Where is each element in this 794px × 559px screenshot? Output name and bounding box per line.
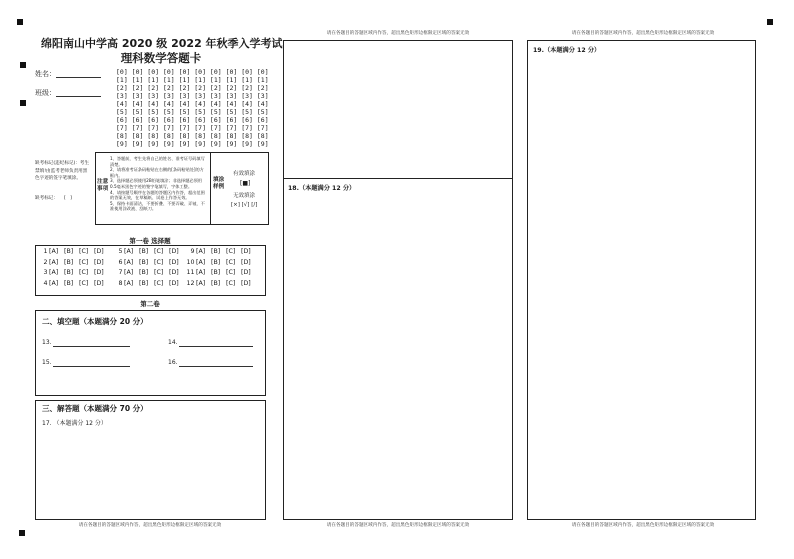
notice-item-4: 4、请按题号顺序在各题的答题区内作答，超出范围的答案无效，在草稿纸、试卷上作答无效。: [110, 189, 205, 201]
part2-title: 第二卷: [140, 300, 160, 308]
class-blank[interactable]: [56, 96, 101, 97]
option-bubble-d[interactable]: [D]: [94, 269, 104, 276]
fill-item-13: 13.: [42, 339, 52, 346]
valid-fill-label: 有效填涂: [233, 171, 256, 177]
choice-question-7: [116, 269, 184, 276]
option-bubble-c[interactable]: [C]: [226, 279, 236, 287]
fill-item-16: 16.: [168, 359, 178, 366]
fill-blank-14[interactable]: [179, 346, 253, 347]
option-bubble-d[interactable]: [D]: [169, 258, 179, 266]
option-bubble-b[interactable]: [B]: [64, 279, 74, 287]
option-bubble-a[interactable]: [A]: [124, 258, 134, 266]
option-bubble-b[interactable]: [B]: [64, 248, 74, 255]
option-bubble-d[interactable]: [D]: [241, 248, 251, 255]
exam-number-digit-row[interactable]: [7] [7] [7] [7] [7] [7] [7] [7] [7] [7]: [116, 124, 269, 132]
choice-question-1: [40, 248, 109, 255]
footer-notice-right: 请在各题目的答题区域内作答，超出黑色矩形边框限定区域的答案无效: [571, 523, 715, 528]
sheet-subtitle: 理科数学答题卡: [120, 51, 202, 65]
option-bubble-c[interactable]: [C]: [154, 258, 164, 266]
fill-blank-16[interactable]: [179, 366, 253, 367]
choice-question-8: [116, 280, 184, 287]
footer-notice-left: 请在各题目的答题区域内作答，超出黑色矩形边框限定区域的答案无效: [78, 523, 222, 528]
option-bubble-d[interactable]: [D]: [169, 248, 179, 255]
option-bubble-c[interactable]: [C]: [226, 258, 236, 266]
question-number: 6: [118, 258, 123, 266]
option-bubble-d[interactable]: [D]: [94, 279, 104, 287]
option-bubble-b[interactable]: [B]: [64, 269, 74, 276]
exam-number-digit-row[interactable]: [5] [5] [5] [5] [5] [5] [5] [5] [5] [5]: [116, 108, 269, 116]
corner-marker-top-right: [767, 19, 773, 25]
absence-mark-label: 缺考标记：: [35, 196, 58, 201]
exam-number-digit-row[interactable]: [0] [0] [0] [0] [0] [0] [0] [0] [0] [0]: [116, 68, 269, 76]
choice-question-6: [116, 259, 184, 266]
header-notice-middle: 请在各题目的答题区域内作答，超出黑色矩形边框限定区域的答案无效: [326, 31, 470, 36]
option-bubble-a[interactable]: [A]: [196, 248, 206, 255]
option-bubble-d[interactable]: [D]: [241, 279, 251, 287]
fill-blank-13[interactable]: [53, 346, 130, 347]
exam-number-digit-row[interactable]: [6] [6] [6] [6] [6] [6] [6] [6] [6] [6]: [116, 116, 269, 124]
name-label: 姓名：: [35, 70, 56, 78]
notice-item-5: 5、保持卡面清洁，不要折叠、不要弄破、弄皱，不准使用涂改液、刮纸刀。: [110, 200, 205, 212]
invalid-fill-label: 无效填涂: [233, 193, 256, 199]
option-bubble-c[interactable]: [C]: [154, 279, 164, 287]
choice-question-2: [40, 259, 109, 266]
choice-question-12: [183, 280, 256, 287]
option-bubble-a[interactable]: [A]: [196, 258, 206, 266]
option-bubble-c[interactable]: [C]: [226, 269, 236, 276]
option-bubble-b[interactable]: [B]: [211, 248, 221, 255]
option-bubble-d[interactable]: [D]: [241, 269, 251, 276]
name-blank[interactable]: [56, 77, 101, 78]
side-marker-2: [20, 100, 26, 106]
middle-divider: [283, 178, 513, 179]
notice-item-3: 3、选择题必须使用2B铅笔填涂；非选择题必须用0.5毫米黑色字迹的签字笔填写，字体工整。: [110, 178, 202, 189]
exam-number-digit-row[interactable]: [1] [1] [1] [1] [1] [1] [1] [1] [1] [1]: [116, 76, 269, 84]
choice-question-11: [183, 269, 256, 276]
sheet-title: 绵阳南山中学高 2020 级 2022 年秋季入学考试: [41, 37, 283, 50]
question-17-label: 17. （本题满分 12 分）: [42, 420, 107, 427]
valid-fill-mark: [■]: [240, 180, 251, 187]
option-bubble-b[interactable]: [B]: [139, 279, 149, 287]
option-bubble-b[interactable]: [B]: [211, 269, 221, 276]
option-bubble-b[interactable]: [B]: [211, 279, 221, 287]
notice-item-1: 1、答题前，考生先将自己的姓名、准考证号码填写清楚。: [110, 156, 205, 167]
question-number: 12: [186, 279, 195, 287]
question-number: 8: [118, 279, 123, 287]
option-bubble-c[interactable]: [C]: [226, 248, 236, 255]
question-number: 5: [118, 248, 123, 255]
option-bubble-b[interactable]: [B]: [139, 269, 149, 276]
fill-item-14: 14.: [168, 339, 178, 346]
solve-header: 三、解答题（本题满分 70 分）: [42, 404, 148, 413]
option-bubble-a[interactable]: [A]: [49, 279, 59, 287]
invalid-fill-marks: [×] [√] [/]: [231, 202, 258, 208]
option-bubble-c[interactable]: [C]: [79, 248, 89, 255]
option-bubble-c[interactable]: [C]: [79, 269, 89, 276]
exam-number-digit-row[interactable]: [4] [4] [4] [4] [4] [4] [4] [4] [4] [4]: [116, 100, 269, 108]
notice-item-2: 2、请将准考证条码粘贴在右侧的[条码粘贴处]的方框内。: [110, 167, 204, 178]
question-18-label: 18.（本题满分 12 分）: [288, 185, 356, 192]
header-notice-right: 请在各题目的答题区域内作答，超出黑色矩形边框限定区域的答案无效: [571, 31, 715, 36]
notice-divider: [210, 152, 211, 225]
option-bubble-a[interactable]: [A]: [124, 248, 134, 255]
option-bubble-c[interactable]: [C]: [154, 269, 164, 276]
option-bubble-a[interactable]: [A]: [124, 279, 134, 287]
question-number: 9: [190, 248, 195, 255]
exam-number-digit-row[interactable]: [2] [2] [2] [2] [2] [2] [2] [2] [2] [2]: [116, 84, 269, 92]
question-number: 3: [43, 269, 48, 276]
exam-number-digit-row[interactable]: [8] [8] [8] [8] [8] [8] [8] [8] [8] [8]: [116, 132, 269, 140]
absence-mark-row: [35, 195, 72, 203]
fill-blank-15[interactable]: [53, 366, 130, 367]
corner-marker-top-left: [17, 19, 23, 25]
choice-question-5: [116, 248, 184, 255]
option-bubble-d[interactable]: [D]: [94, 248, 104, 255]
option-bubble-a[interactable]: [A]: [49, 269, 59, 276]
middle-answer-box: [283, 40, 513, 520]
option-bubble-a[interactable]: [A]: [124, 269, 134, 276]
option-bubble-a[interactable]: [A]: [196, 279, 206, 287]
option-bubble-c[interactable]: [C]: [154, 248, 164, 255]
option-bubble-b[interactable]: [B]: [211, 258, 221, 266]
question-number: 7: [118, 269, 123, 276]
fill-item-15: 15.: [42, 359, 52, 366]
choice-question-3: [40, 269, 109, 276]
question-number: 4: [43, 279, 48, 287]
exam-number-grid: [116, 68, 270, 148]
sample-label: 填涂样例: [213, 177, 225, 190]
exam-number-digit-row[interactable]: [3] [3] [3] [3] [3] [3] [3] [3] [3] [3]: [116, 92, 269, 100]
option-bubble-a[interactable]: [A]: [49, 248, 59, 255]
choice-question-9: [183, 248, 256, 255]
question-number: 11: [186, 269, 195, 276]
option-bubble-a[interactable]: [A]: [196, 269, 206, 276]
question-number: 10: [186, 258, 195, 266]
question-19-label: 19.（本题满分 12 分）: [533, 47, 601, 54]
option-bubble-d[interactable]: [D]: [94, 258, 104, 266]
side-marker-1: [20, 62, 26, 68]
option-bubble-b[interactable]: [B]: [64, 258, 74, 266]
notice-list: [110, 156, 208, 212]
part1-title: 第一卷 选择题: [129, 237, 171, 245]
absence-instructions: 缺考标记(违纪标记)：考生禁填!由监考老师负责用黑色字迹的签字笔填涂。: [35, 161, 90, 182]
choice-question-4: [40, 280, 109, 287]
class-label: 班级：: [35, 89, 56, 97]
option-bubble-c[interactable]: [C]: [79, 279, 89, 287]
notice-label: 注意事项: [97, 179, 109, 192]
choice-question-10: [183, 259, 256, 266]
exam-number-digit-row[interactable]: [9] [9] [9] [9] [9] [9] [9] [9] [9] [9]: [116, 140, 269, 148]
right-answer-box: [527, 40, 756, 520]
option-bubble-d[interactable]: [D]: [169, 279, 179, 287]
corner-marker-bottom-left: [19, 530, 25, 536]
option-bubble-b[interactable]: [B]: [139, 258, 149, 266]
option-bubble-b[interactable]: [B]: [139, 248, 149, 255]
footer-notice-middle: 请在各题目的答题区域内作答，超出黑色矩形边框限定区域的答案无效: [326, 523, 470, 528]
option-bubble-a[interactable]: [A]: [49, 258, 59, 266]
option-bubble-d[interactable]: [D]: [241, 258, 251, 266]
question-number: 1: [43, 248, 48, 255]
fill-in-header: 二、填空题（本题满分 20 分）: [42, 317, 148, 326]
absence-mark-box[interactable]: [ ]: [63, 196, 72, 201]
question-number: 2: [43, 258, 48, 266]
option-bubble-c[interactable]: [C]: [79, 258, 89, 266]
option-bubble-d[interactable]: [D]: [169, 269, 179, 276]
